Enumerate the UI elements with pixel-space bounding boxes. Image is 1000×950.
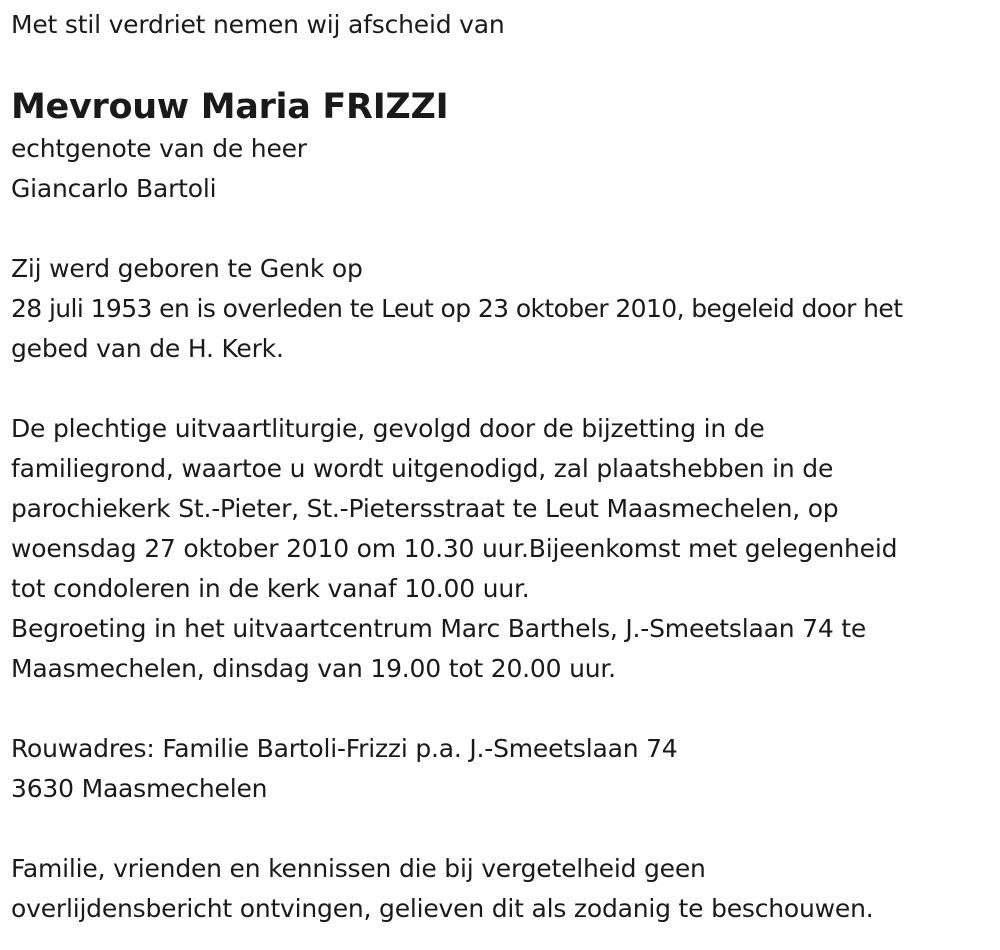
intro-text: Met stil verdriet nemen wij afscheid van: [11, 10, 505, 39]
funeral-line-1: De plechtige uitvaartliturgie, gevolgd door de bijzetting in de: [11, 414, 765, 443]
closing-section: [11, 849, 996, 929]
closing-line-2: overlijdensbericht ontvingen, gelieven dit als zodanig te beschouwen.: [11, 894, 874, 923]
spouse-line-1: echtgenote van de heer: [11, 134, 307, 163]
spacer: [11, 209, 996, 249]
funeral-line-7: Maasmechelen, dinsdag van 19.00 tot 20.00 uur.: [11, 654, 616, 683]
funeral-line-6: Begroeting in het uitvaartcentrum Marc Barthels, J.-Smeetslaan 74 te: [11, 614, 867, 643]
birth-death-line-3: gebed van de H. Kerk.: [11, 334, 284, 363]
funeral-section: [11, 409, 996, 689]
spouse-line-2: Giancarlo Bartoli: [11, 174, 217, 203]
address-line-2: 3630 Maasmechelen: [11, 774, 268, 803]
funeral-line-2: familiegrond, waartoe u wordt uitgenodigd, zal plaatshebben in de: [11, 454, 834, 483]
funeral-line-4: woensdag 27 oktober 2010 om 10.30 uur.Bijeenkomst met gelegenheid: [11, 534, 898, 563]
obituary-notice: [11, 0, 996, 929]
spacer: [11, 809, 996, 849]
spacer: [11, 369, 996, 409]
funeral-line-5: tot condoleren in de kerk vanaf 10.00 uur.: [11, 574, 530, 603]
deceased-name: Mevrouw Maria FRIZZI: [11, 87, 449, 127]
birth-death-section: [11, 249, 996, 369]
spouse-section: [11, 129, 996, 209]
birth-death-line-2: 28 juli 1953 en is overleden te Leut op 23 oktober 2010, begeleid door het: [11, 294, 903, 323]
address-section: [11, 729, 996, 809]
address-line-1: Rouwadres: Familie Bartoli-Frizzi p.a. J.-Smeetslaan 74: [11, 734, 678, 763]
spacer: [11, 689, 996, 729]
funeral-line-3: parochiekerk St.-Pieter, St.-Pietersstraat te Leut Maasmechelen, op: [11, 494, 839, 523]
closing-line-1: Familie, vrienden en kennissen die bij vergetelheid geen: [11, 854, 706, 883]
birth-death-line-1: Zij werd geboren te Genk op: [11, 254, 363, 283]
